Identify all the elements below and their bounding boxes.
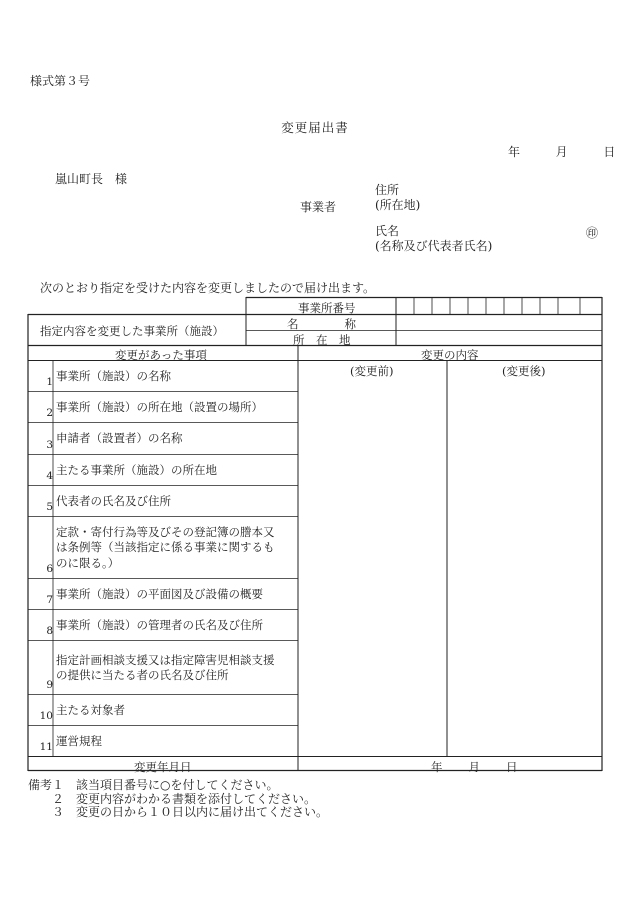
change-item-row[interactable]	[28, 578, 298, 609]
name-sub-label: (名称及び代表者氏名)	[375, 239, 493, 253]
change-item-row[interactable]	[28, 609, 298, 640]
item-text	[56, 618, 263, 634]
item-text-line: 運営規程	[56, 733, 102, 748]
item-text-line: 代表者の氏名及び住所	[56, 493, 171, 508]
address-sub-label: (所在地)	[375, 198, 421, 212]
item-number: 8	[46, 625, 53, 637]
office-number-label: 事業所番号	[298, 301, 356, 315]
item-text-line: 事業所（施設）の平面図及び設備の概要	[56, 586, 263, 601]
before-change-label: (変更前)	[350, 364, 394, 378]
change-date-label: 変更年月日	[134, 760, 192, 774]
change-item-row[interactable]	[28, 694, 298, 725]
intro-text: 次のとおり指定を受けた内容を変更しましたので届け出ます。	[40, 281, 376, 295]
after-change-label: (変更後)	[502, 364, 546, 378]
item-number: 5	[46, 501, 53, 513]
item-number: 11	[39, 741, 53, 753]
note-number: ２	[52, 791, 65, 806]
item-text-line: 指定計画相談支援又は指定障害児相談支援	[56, 652, 275, 667]
form-number: 様式第３号	[30, 74, 91, 88]
notes-header: 備考	[28, 778, 53, 792]
item-text	[56, 431, 183, 447]
note-number: ３	[52, 805, 65, 819]
item-text	[56, 400, 263, 416]
change-item-row[interactable]	[28, 360, 298, 391]
item-text	[56, 703, 125, 719]
item-text	[56, 369, 171, 385]
item-number: 10	[39, 710, 53, 722]
item-number: 2	[46, 407, 53, 419]
item-text-line: のに限る。）	[56, 555, 120, 570]
item-text-line: 事業所（施設）の管理者の氏名及び住所	[56, 617, 263, 632]
change-item-row[interactable]	[28, 725, 298, 756]
change-item-row[interactable]	[28, 516, 298, 578]
address-label: 住所	[375, 183, 400, 197]
item-text-line: は条例等（当該指定に係る事業に関するも	[56, 540, 275, 555]
item-text	[56, 494, 171, 510]
change-item-row[interactable]	[28, 485, 298, 516]
note-text: 変更内容がわかる書類を添付してください。	[76, 791, 317, 806]
notes	[28, 779, 328, 820]
item-text	[56, 653, 275, 684]
item-text-line: 申請者（設置者）の名称	[56, 431, 183, 445]
change-content-header: 変更の内容	[421, 348, 479, 362]
item-text-line: 事業所（施設）の名称	[56, 368, 171, 383]
office-name-label: 名 称	[287, 317, 356, 331]
office-location-label: 所 在 地	[293, 333, 351, 347]
item-text-line: 主たる対象者	[56, 702, 125, 717]
item-text-line: 定款・寄付行為等及びその登記簿の謄本又	[56, 524, 275, 539]
office-row-label: 指定内容を変更した事業所（施設）	[40, 324, 224, 338]
item-text	[56, 587, 263, 603]
seal-icon: ㊞	[586, 226, 599, 240]
item-text-line: 主たる事業所（施設）の所在地	[56, 462, 217, 477]
item-text	[56, 463, 217, 479]
addressee: 嵐山町長 様	[55, 172, 128, 186]
item-text	[56, 734, 102, 750]
change-item-row[interactable]	[28, 422, 298, 454]
date-day-label: 日	[603, 145, 616, 159]
date-year-label: 年	[508, 145, 521, 159]
item-number: 6	[46, 563, 53, 575]
item-number: 4	[46, 470, 53, 482]
item-text-line: 事業所（施設）の所在地（設置の場所）	[56, 399, 263, 414]
item-number: 7	[46, 594, 53, 606]
item-number: 9	[46, 679, 53, 691]
note-text: 変更の日から１０日以内に届け出てください。	[76, 805, 329, 819]
item-number: 3	[46, 439, 53, 451]
note-number: １	[52, 778, 65, 792]
changed-items-header: 変更があった事項	[115, 348, 207, 362]
item-text	[56, 525, 275, 572]
change-item-row[interactable]	[28, 391, 298, 422]
item-number: 1	[46, 376, 53, 388]
change-item-row[interactable]	[28, 454, 298, 485]
change-date-day: 日	[506, 760, 518, 774]
change-date-month: 月	[468, 760, 480, 774]
document-title: 変更届出書	[281, 120, 349, 135]
applicant-label: 事業者	[300, 200, 337, 214]
item-text-line: の提供に当たる者の氏名及び住所	[56, 668, 229, 682]
name-label: 氏名	[375, 224, 400, 238]
change-date-field[interactable]	[431, 759, 518, 775]
change-item-row[interactable]	[28, 640, 298, 694]
note-text: 該当項目番号に○を付してください。	[76, 778, 279, 792]
date-month-label: 月	[555, 145, 568, 159]
change-date-year: 年	[431, 760, 443, 774]
